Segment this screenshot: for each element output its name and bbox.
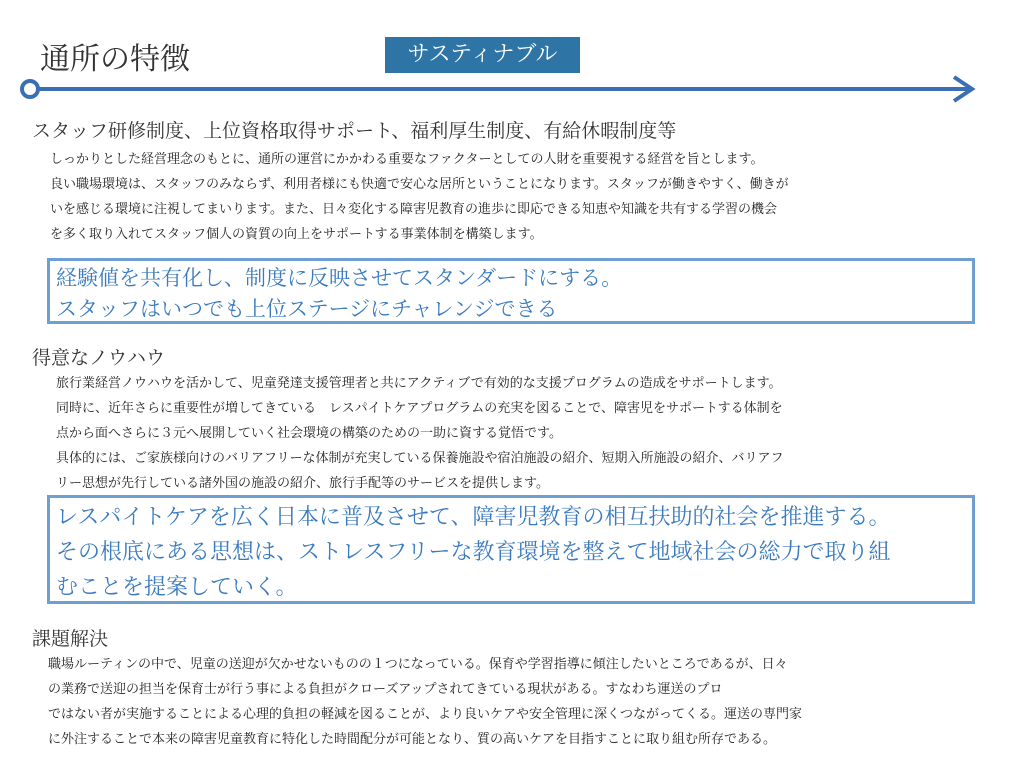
section-body-knowhow	[56, 371, 783, 496]
section-heading-staff: スタッフ研修制度、上位資格取得サポート、福利厚生制度、有給休暇制度等	[32, 120, 677, 142]
body-line: 職場ルーティンの中で、児童の送迎が欠かせないものの１つになっている。保育や学習指導に傾注したいところであるが、日々	[48, 657, 788, 672]
body-line: 良い職場環境は、スタッフのみならず、利用者様にも快適で安心な居所ということになります。スタッフが働きやすく、働きが	[50, 177, 789, 192]
page-title: 通所の特徴	[40, 42, 190, 77]
body-line: いを感じる環境に注視してまいります。また、日々変化する障害児教育の進歩に即応できる知恵や知識を共有する学習の機会	[50, 202, 777, 217]
highlight-box-knowhow	[47, 495, 975, 604]
highlight-line: その根底にある思想は、ストレスフリーな教育環境を整えて地域社会の総力で取り組	[56, 540, 891, 565]
timeline-arrow-icon	[14, 74, 980, 104]
highlight-line: スタッフはいつでも上位ステージにチャレンジできる	[56, 297, 558, 321]
section-body-staff	[50, 147, 789, 247]
highlight-line: むことを提案していく。	[56, 575, 298, 600]
body-line: 点から面へさらに３元へ展開していく社会環境の構築のための一助に資する覚悟です。	[56, 426, 562, 441]
body-line: ではない者が実施することによる心理的負担の軽減を図ることが、より良いケアや安全管理に深くつながってくる。運送の専門家	[48, 707, 803, 722]
body-line: の業務で送迎の担当を保育士が行う事による負担がクローズアップされてきている現状がある。すなわち運送のプロ	[48, 682, 723, 697]
body-line: リー思想が先行している諸外国の施設の紹介、旅行手配等のサービスを提供します。	[56, 476, 549, 491]
body-line: 具体的には、ご家族様向けのバリアフリーな体制が充実している保養施設や宿泊施設の紹介、短期入所施設の紹介、バリアフ	[56, 451, 784, 466]
section-heading-knowhow: 得意なノウハウ	[32, 347, 166, 369]
body-line: しっかりとした経営理念のもとに、通所の運営にかかわる重要なファクターとしての人財を重要視する経営を旨とします。	[50, 152, 764, 167]
sustainable-badge: サスティナブル	[385, 37, 580, 73]
section-heading-solution: 課題解決	[32, 628, 109, 650]
body-line: 同時に、近年さらに重要性が増してきている レスパイトケアプログラムの充実を図ることで、障害児をサポートする体制を	[56, 401, 783, 416]
section-body-solution	[48, 652, 802, 752]
highlight-box-staff	[47, 258, 975, 324]
highlight-line: 経験値を共有化し、制度に反映させてスタンダードにする。	[56, 266, 623, 290]
body-line: 旅行業経営ノウハウを活かして、児童発達支援管理者と共にアクティブで有効的な支援プログラムの造成をサポートします。	[56, 376, 782, 391]
body-line: を多く取り入れてスタッフ個人の資質の向上をサポートする事業体制を構築します。	[50, 227, 543, 242]
body-line: に外注することで本来の障害児童教育に特化した時間配分が可能となり、質の高いケアを目指すことに取り組む所存である。	[48, 732, 777, 747]
highlight-line: レスパイトケアを広く日本に普及させて、障害児教育の相互扶助的社会を推進する。	[56, 505, 891, 530]
